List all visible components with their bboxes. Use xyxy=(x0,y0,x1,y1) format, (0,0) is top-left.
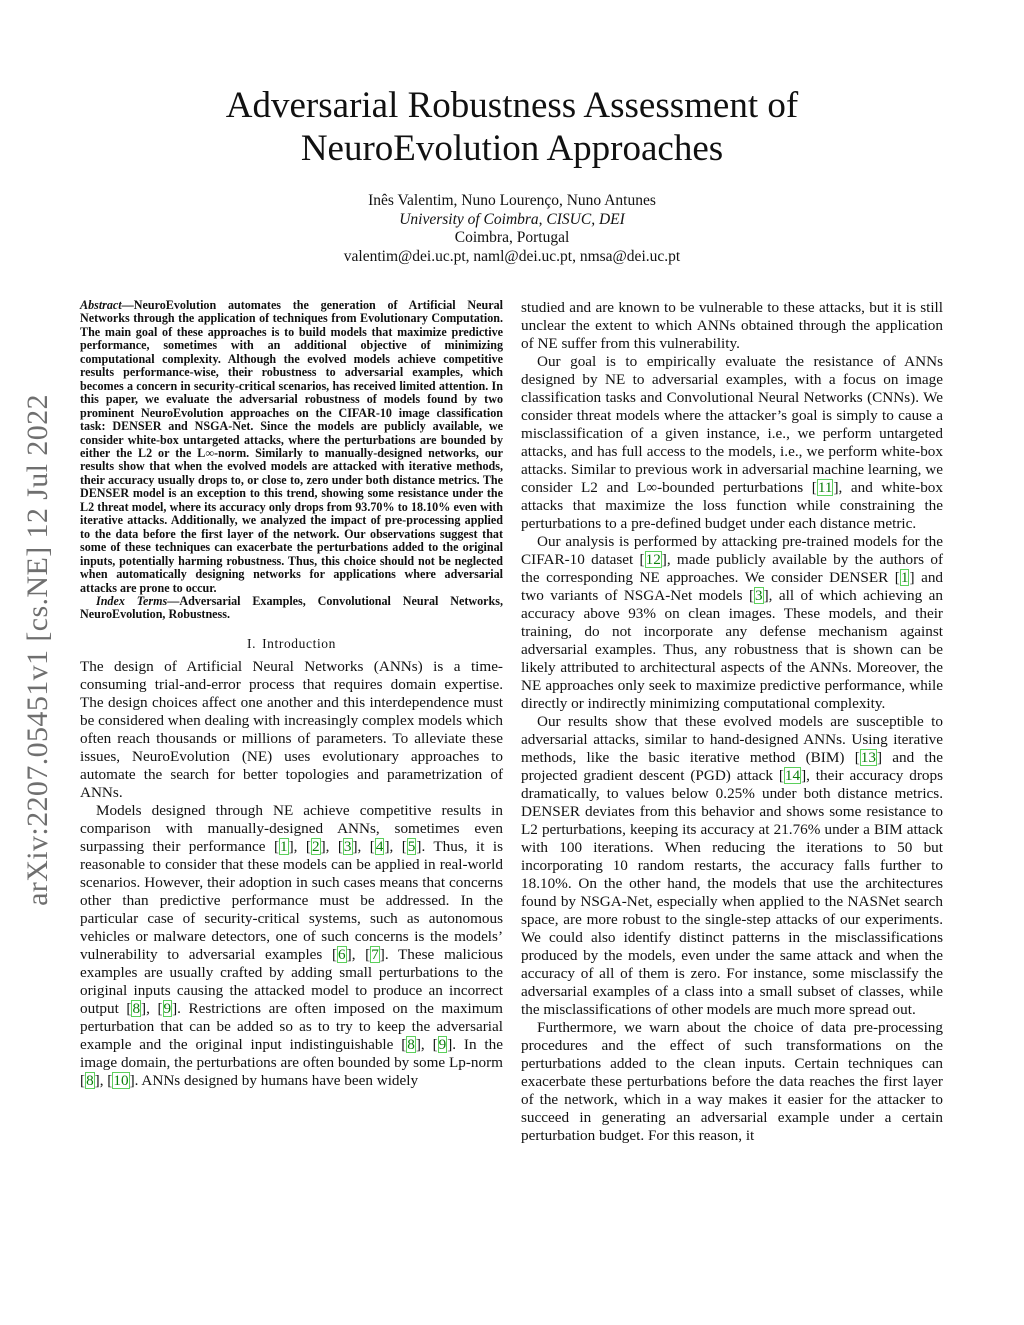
arxiv-identifier-text: arXiv:2207.05451v1 [cs.NE] 12 Jul 2022 xyxy=(21,394,54,906)
citation-link[interactable]: 12 xyxy=(645,551,661,568)
author-location: Coimbra, Portugal xyxy=(454,229,570,246)
citation-link[interactable]: 3 xyxy=(343,837,352,855)
title-line-1: Adversarial Robustness Assessment of xyxy=(225,85,799,126)
citation-link[interactable]: 9 xyxy=(438,1035,447,1053)
citation-link[interactable]: 1 xyxy=(280,837,288,855)
citation-link[interactable]: 3 xyxy=(755,587,763,604)
abstract-label: Abstract xyxy=(80,298,122,312)
right-column xyxy=(521,299,943,1145)
intro-paragraph-6: Furthermore, we warn about the choice of data pre-processing procedures and the effect of such transformations on the perturbations added to the clean inputs. Certain techniques can exacerbate these perturbations before the data reaches the first layer of the network, which in a way makes it easier for the attacker to succeed in generating an adversarial example under a certain perturbation budget. For this reason, it xyxy=(521,1019,943,1144)
citation-link[interactable]: 4 xyxy=(375,837,384,855)
intro-paragraph-2-continued: studied and are known to be vulnerable to these attacks, but it is still unclear the extent to which ANNs obtained through the application of NE suffer from this vulnerability. xyxy=(521,299,943,352)
citation-link[interactable]: 13 xyxy=(860,749,876,766)
p2-text-d: . Restrictions are often imposed on the maximum perturbation that can be added so as to try to keep the adversarial example and the original input indistinguishable xyxy=(80,999,503,1053)
r3-text-c: and two variants of NSGA-Net models xyxy=(521,569,944,604)
abstract-text: —NeuroEvolution automates the generation of Artificial Neural Networks through the application of techniques from Evolutionary Computation. The main goal of these approaches is to build models that maximize predictive performance, sometimes with an additional objective of minimizing computational complexity. Although the evolved models achieve competitive results performance-wise, their robustness to adversarial examples, which becomes a concern in security-critical scenarios, has received limited attention. In this paper, we evaluate the adversarial robustness of models found by two prominent NeuroEvolution approaches on the CIFAR-10 image classification task: DENSER and NSGA-Net. Since the models are publicly available, we consider white-box untargeted attacks, where the perturbations are bounded by either the L2 or the L∞-norm. Similarly to manually-designed networks, our results show that when the evolved models are attacked with iterative methods, their accuracy usually drops to, or close to, zero under both distance metrics. The DENSER model is an exception to this trend, showing some resistance under the L2 threat model, where its accuracy only drops from 93.70% to 18.10% even with iterative attacks. Additionally, we analyzed the impact of pre-processing applied to the data before the first layer of the network. Our observations suggest that some of these techniques can exacerbate the perturbations added to the original inputs, potentially harming robustness. Thus, this choice should not be neglected when automatically designing networks for applications where adversarial attacks are prone to occur. xyxy=(80,298,503,595)
intro-paragraph-4: Our analysis is performed by attacking pre-trained models for the CIFAR-10 dataset [12], made publicly available by the authors of the corresponding NE approaches. We consider DENSER [1] and two variants of NSGA-Net models [3], all of which achieving an accuracy above 93% on clean images. These models, and their training, do not incorporate any defense mechanism against adversarial examples. Thus, any robustness that is shown can be likely attributed to architectural aspects of the ANNs. Moreover, the NE approaches only seek to maximize predictive performance, while directly or indirectly minimizing computational complexity. xyxy=(521,533,944,712)
author-emails: valentim@dei.uc.pt, naml@dei.uc.pt, nmsa@dei.uc.pt xyxy=(343,247,681,265)
abstract xyxy=(80,299,503,595)
citation-link[interactable]: 1 xyxy=(900,569,909,586)
r3-text-a: Our analysis is performed by attacking pre-trained models for the CIFAR-10 dataset xyxy=(521,533,943,568)
citation-link[interactable]: 6 xyxy=(338,945,346,963)
author-names: Inês Valentim, Nuno Lourenço, Nuno Antunes xyxy=(368,192,656,209)
p2-text-b: . Thus, it is reasonable to consider that these models can be applied in real-world scenarios. However, their adoption in such cases means that concerns other than predictive performance must be addressed. In the particular case of security-critical systems, such as autonomous vehicles or malware detectors, one of such concerns is the models’ vulnerability to adversarial examples xyxy=(80,837,503,963)
r4-text-a: Our results show that these evolved models are susceptible to adversarial attacks, similar to hand-designed ANNs. Using iterative methods, like the basic iterative method (BIM) xyxy=(521,713,943,766)
index-terms-label: Index Terms xyxy=(96,593,168,608)
index-terms xyxy=(80,595,503,622)
p2-text-a: Models designed through NE achieve competitive results in comparison with manually-designed ANNs, sometimes even surpassing their performance xyxy=(80,801,503,855)
citation-link[interactable]: 2 xyxy=(311,837,320,855)
r2-text-a: Our goal is to empirically evaluate the resistance of ANNs designed by NE to adversarial examples, with a focus on image classification tasks and Convolutional Neural Networks (CNNs). We consider threat models where the attacker’s goal is simply to cause a misclassification of a given instance, i.e., we perform untargeted attacks, and has full access to the models, i.e., we perform white-box attacks. Similar to previous work in adversarial machine learning, we consider L2 and L∞-bounded perturbations xyxy=(521,353,943,496)
title-line-2: NeuroEvolution Approaches xyxy=(300,128,724,169)
citation-link[interactable]: 11 xyxy=(817,479,833,496)
index-terms-text: —Adversarial Examples, Convolutional Neural Networks, NeuroEvolution, Robustness. xyxy=(80,593,503,622)
r2-text-b: , and white-box attacks that maximize the loss function while constraining the perturbations to a pre-defined budget under each distance metric. xyxy=(521,479,943,532)
intro-paragraph-5: Our results show that these evolved models are susceptible to adversarial attacks, similar to hand-designed ANNs. Using iterative methods, like the basic iterative method (BIM) [13] and the projected gradient descent (PGD) attack [14], their accuracy drops dramatically, to values below 0.25% under both distance metrics. DENSER deviates from this behavior and shows some resistance to L2 perturbations, keeping its accuracy at 21.76% under a BIM attack with 100 iterations. When reducing the iterations to 50 but incorporating 10 random restarts, the accuracy falls further to 18.10%. On the other hand, the models that use the architectures found by NSGA-Net, especially when applied to the NASNet search space, are more robust to the single-step attacks of our experiments. We could also identify distinct patterns in the misclassifications produced by the models, even under the same attack and when the accuracy of all of them is zero. For instance, some misclassify the adversarial examples of a class into a small subset of classes, while the misclassifications of other models are much more spread out. xyxy=(521,713,944,1018)
intro-paragraph-3: Our goal is to empirically evaluate the resistance of ANNs designed by NE to adversarial examples, with a focus on image classification tasks and Convolutional Neural Networks (CNNs). We consider threat models where the attacker’s goal is simply to cause a misclassification of a given instance, i.e., we perform untargeted attacks, and has full access to the models, i.e., we perform white-box attacks. Similar to previous work in adversarial machine learning, we consider L2 and L∞-bounded perturbations [11], and white-box attacks that maximize the loss function while constraining the perturbations to a pre-defined budget under each distance metric. xyxy=(521,353,943,532)
citation-link[interactable]: 8 xyxy=(86,1071,94,1089)
arxiv-identifier xyxy=(18,360,58,940)
citation-link[interactable]: 14 xyxy=(784,767,801,784)
section-title: Introduction xyxy=(262,635,336,651)
p2-text-c: . These malicious examples are usually crafted by adding small perturbations to the original inputs causing the attacked model to produce an incorrect output xyxy=(80,945,503,1017)
r3-text-b: , made publicly available by the authors of the corresponding NE approaches. We consider DENSER xyxy=(521,551,944,586)
p2-text-e: . In the image domain, the perturbations are often bounded by some Lp-norm xyxy=(80,1035,503,1071)
citation-link[interactable]: 5 xyxy=(407,837,416,855)
citation-link[interactable]: 8 xyxy=(407,1035,415,1053)
left-column xyxy=(80,299,503,1090)
citation-link[interactable]: 9 xyxy=(163,999,172,1017)
section-number: I. xyxy=(246,635,257,651)
author-affiliation: University of Coimbra, CISUC, DEI xyxy=(399,210,625,228)
citation-link[interactable]: 8 xyxy=(132,999,141,1017)
intro-paragraph-1: The design of Artificial Neural Networks (ANNs) is a time-consuming trial-and-error process that requires domain expertise. The design choices affect one another and this interdependence must be considered when dealing with increasingly complex models which often reach thousands or millions of parameters. To alleviate these issues, NeuroEvolution (NE) uses evolutionary approaches to automate the search for better topologies and parametrization of ANNs. xyxy=(80,657,503,801)
section-heading-introduction xyxy=(80,635,503,653)
author-block xyxy=(0,192,1024,266)
intro-paragraph-2: Models designed through NE achieve competitive results in comparison with manually-designed ANNs, sometimes even surpassing their performance [1], [2], [3], [4], [5]. Thus, it is reasonable to consider that these models can be applied in real-world scenarios. However, their adoption in such cases means that concerns other than predictive performance must be addressed. In the particular case of security-critical systems, such as autonomous vehicles or malware detectors, one of such concerns is the models’ vulnerability to adversarial examples [6], [7]. These malicious examples are usually crafted by adding small perturbations to the original inputs causing the attacked model to produce an incorrect output [8], [9]. Restrictions are often imposed on the maximum perturbation that can be added so as to try to keep the adversarial example and the original input indistinguishable [8], [9]. In the image domain, the perturbations are often bounded by some Lp-norm [8], [10]. ANNs designed by humans have been widely xyxy=(80,801,503,1089)
r4-text-c: , their accuracy drops dramatically, to values below 0.25% under both distance metrics. DENSER deviates from this behavior and shows some resistance to L2 perturbations, keeping its accuracy at 21.76% under a BIM attack with 100 iterations. When reducing the iterations to 50 but incorporating 10 random restarts, the accuracy falls further to 18.10%. On the other hand, the models that use the architectures found by NSGA-Net, especially when applied to the NASNet search space, are more robust to the single-step attacks of our experiments. We could also identify distinct patterns in the misclassifications produced by the models, even under the same attack and when the accuracy of all of them is zero. For instance, some misclassify the adversarial examples of a class into a small subset of classes, while the misclassifications of other models are much more spread out. xyxy=(521,767,944,1018)
citation-link[interactable]: 10 xyxy=(113,1071,129,1089)
citation-link[interactable]: 7 xyxy=(371,945,379,963)
r4-text-b: and the projected gradient descent (PGD) attack xyxy=(521,749,943,784)
r3-text-d: , all of which achieving an accuracy above 93% on clean images. These models, and their training, do not incorporate any defense mechanism against adversarial examples. Thus, any robustness that is shown can be likely attributed to architectural aspects of the ANNs. Moreover, the NE approaches only seek to maximize predictive performance, while directly or indirectly minimizing computational complexity. xyxy=(521,587,943,712)
p2-text-f: . ANNs designed by humans have been widely xyxy=(134,1071,419,1089)
paper-title xyxy=(0,84,1024,170)
